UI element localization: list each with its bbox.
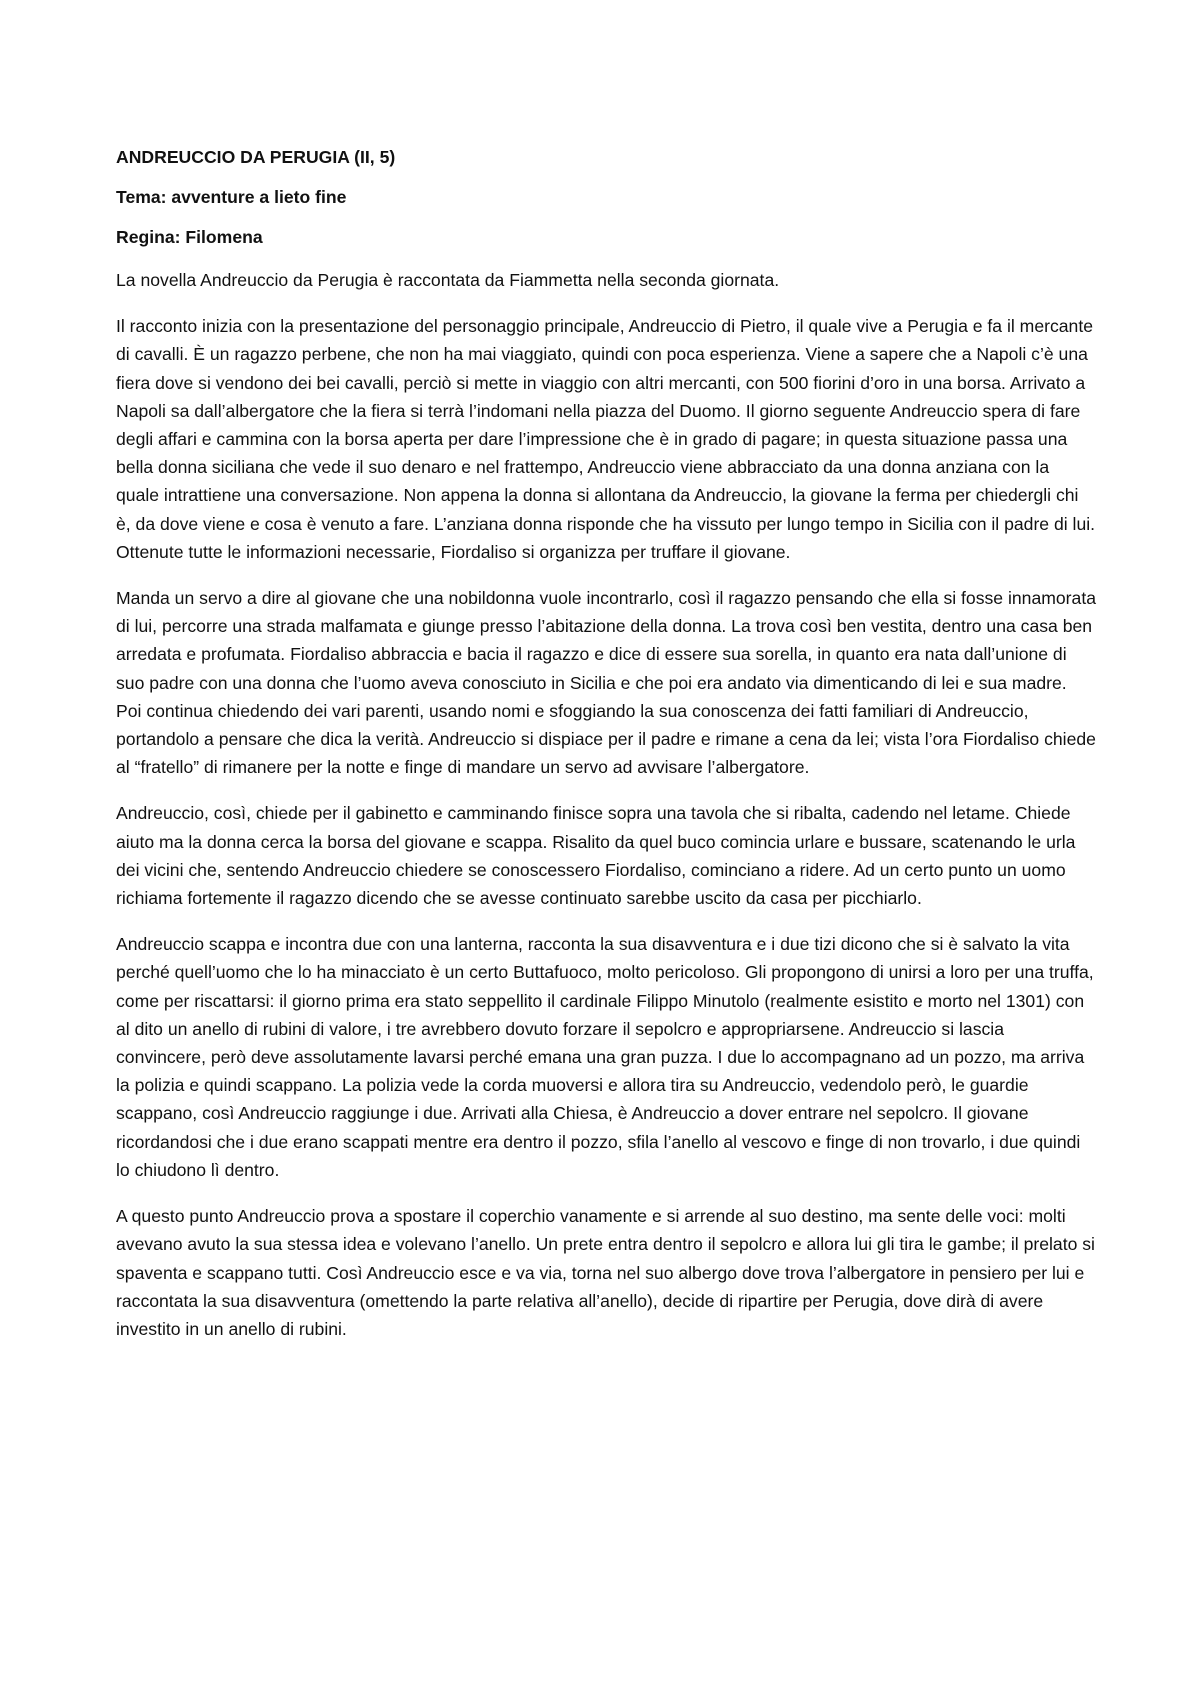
document-body bbox=[116, 146, 1096, 1361]
document-title: ANDREUCCIO DA PERUGIA (II, 5) bbox=[116, 147, 396, 167]
theme-line: Tema: avventure a lieto fine bbox=[116, 187, 347, 207]
paragraph-intro: La novella Andreuccio da Perugia è raccontata da Fiammetta nella seconda giornata. bbox=[116, 270, 780, 290]
paragraph-ending: A questo punto Andreuccio prova a spostare il coperchio vanamente e si arrende al suo destino, ma sente delle voci: molti avevano avuto la sua stessa idea e volevano l’anello. Un prete entra dentro il sepolcro e allora lui gli tira le gambe; il prelato si spaventa e scappano tutti. Così Andreuccio esce e va via, torna nel suo albergo dove trova l’albergatore in pensiero per lui e raccontata la sua disavventura (omettendo la parte relativa all’anello), decide di ripartire per Perugia, dove dirà di avere investito in un anello di rubini. bbox=[116, 1206, 1095, 1339]
paragraph-beginning: Il racconto inizia con la presentazione del personaggio principale, Andreuccio di Pietro, il quale vive a Perugia e fa il mercante di cavalli. È un ragazzo perbene, che non ha mai viaggiato, quindi con poca esperienza. Viene a sapere che a Napoli c’è una fiera dove si vendono dei bei cavalli, perciò si mette in viaggio con altri mercanti, con 500 fiorini d’oro in una borsa. Arrivato a Napoli sa dall’albergatore che la fiera si terrà l’indomani nella piazza del Duomo. Il giorno seguente Andreuccio spera di fare degli affari e cammina con la borsa aperta per dare l’impressione che è in grado di pagare; in questa situazione passa una bella donna siciliana che vede il suo denaro e nel frattempo, Andreuccio viene abbracciato da una donna anziana con la quale intrattiene una conversazione. Non appena la donna si allontana da Andreuccio, la giovane la ferma per chiedergli chi è, da dove viene e cosa è venuto a fare. L’anziana donna risponde che ha vissuto per lungo tempo in Sicilia con il padre di lui. Ottenute tutte le informazioni necessarie, Fiordaliso si organizza per truffare il giovane. bbox=[116, 316, 1096, 562]
paragraph-fiordaliso: Manda un servo a dire al giovane che una nobildonna vuole incontrarlo, così il ragazzo pensando che ella si fosse innamorata di lui, percorre una strada malfamata e giunge presso l’abitazione della donna. La trova così ben vestita, dentro una casa ben arredata e profumata. Fiordaliso abbraccia e bacia il ragazzo e dice di essere sua sorella, in quanto era nata dall’unione di suo padre con una donna che l’uomo aveva conosciuto in Sicilia e che poi era andato via dimenticando di lei e sua madre. Poi continua chiedendo dei vari parenti, usando nomi e sfoggiando la sua conoscenza dei fatti familiari di Andreuccio, portandolo a pensare che dica la verità. Andreuccio si dispiace per il padre e rimane a cena da lei; vista l’ora Fiordaliso chiede al “fratello” di rimanere per la notte e finge di mandare un servo ad avvisare l’albergatore. bbox=[116, 588, 1097, 778]
paragraph-fall: Andreuccio, così, chiede per il gabinetto e camminando finisce sopra una tavola che si ribalta, cadendo nel letame. Chiede aiuto ma la donna cerca la borsa del giovane e scappa. Risalito da quel buco comincia urlare e bussare, scatenando le urla dei vicini che, sentendo Andreuccio chiedere se conoscessero Fiordaliso, cominciano a ridere. Ad un certo punto un uomo richiama fortemente il ragazzo dicendo che se avesse continuato sarebbe uscito da casa per picchiarlo. bbox=[116, 803, 1076, 909]
paragraph-sepulchre: Andreuccio scappa e incontra due con una lanterna, racconta la sua disavventura e i due tizi dicono che si è salvato la vita perché quell’uomo che lo ha minacciato è un certo Buttafuoco, molto pericoloso. Gli propongono di unirsi a loro per una truffa, come per riscattarsi: il giorno prima era stato seppellito il cardinale Filippo Minutolo (realmente esistito e morto nel 1301) con al dito un anello di rubini di valore, i tre avrebbero dovuto forzare il sepolcro e appropriarsene. Andreuccio si lascia convincere, però deve assolutamente lavarsi perché emana una gran puzza. I due lo accompagnano ad un pozzo, ma arriva la polizia e quindi scappano. La polizia vede la corda muoversi e allora tira su Andreuccio, vedendolo però, le guardie scappano, così Andreuccio raggiunge i due. Arrivati alla Chiesa, è Andreuccio a dover entrare nel sepolcro. Il giovane ricordandosi che i due erano scappati mentre era dentro il pozzo, sfila l’anello al vescovo e finge di non trovarlo, i due quindi lo chiudono lì dentro. bbox=[116, 934, 1094, 1180]
queen-line: Regina: Filomena bbox=[116, 227, 263, 247]
